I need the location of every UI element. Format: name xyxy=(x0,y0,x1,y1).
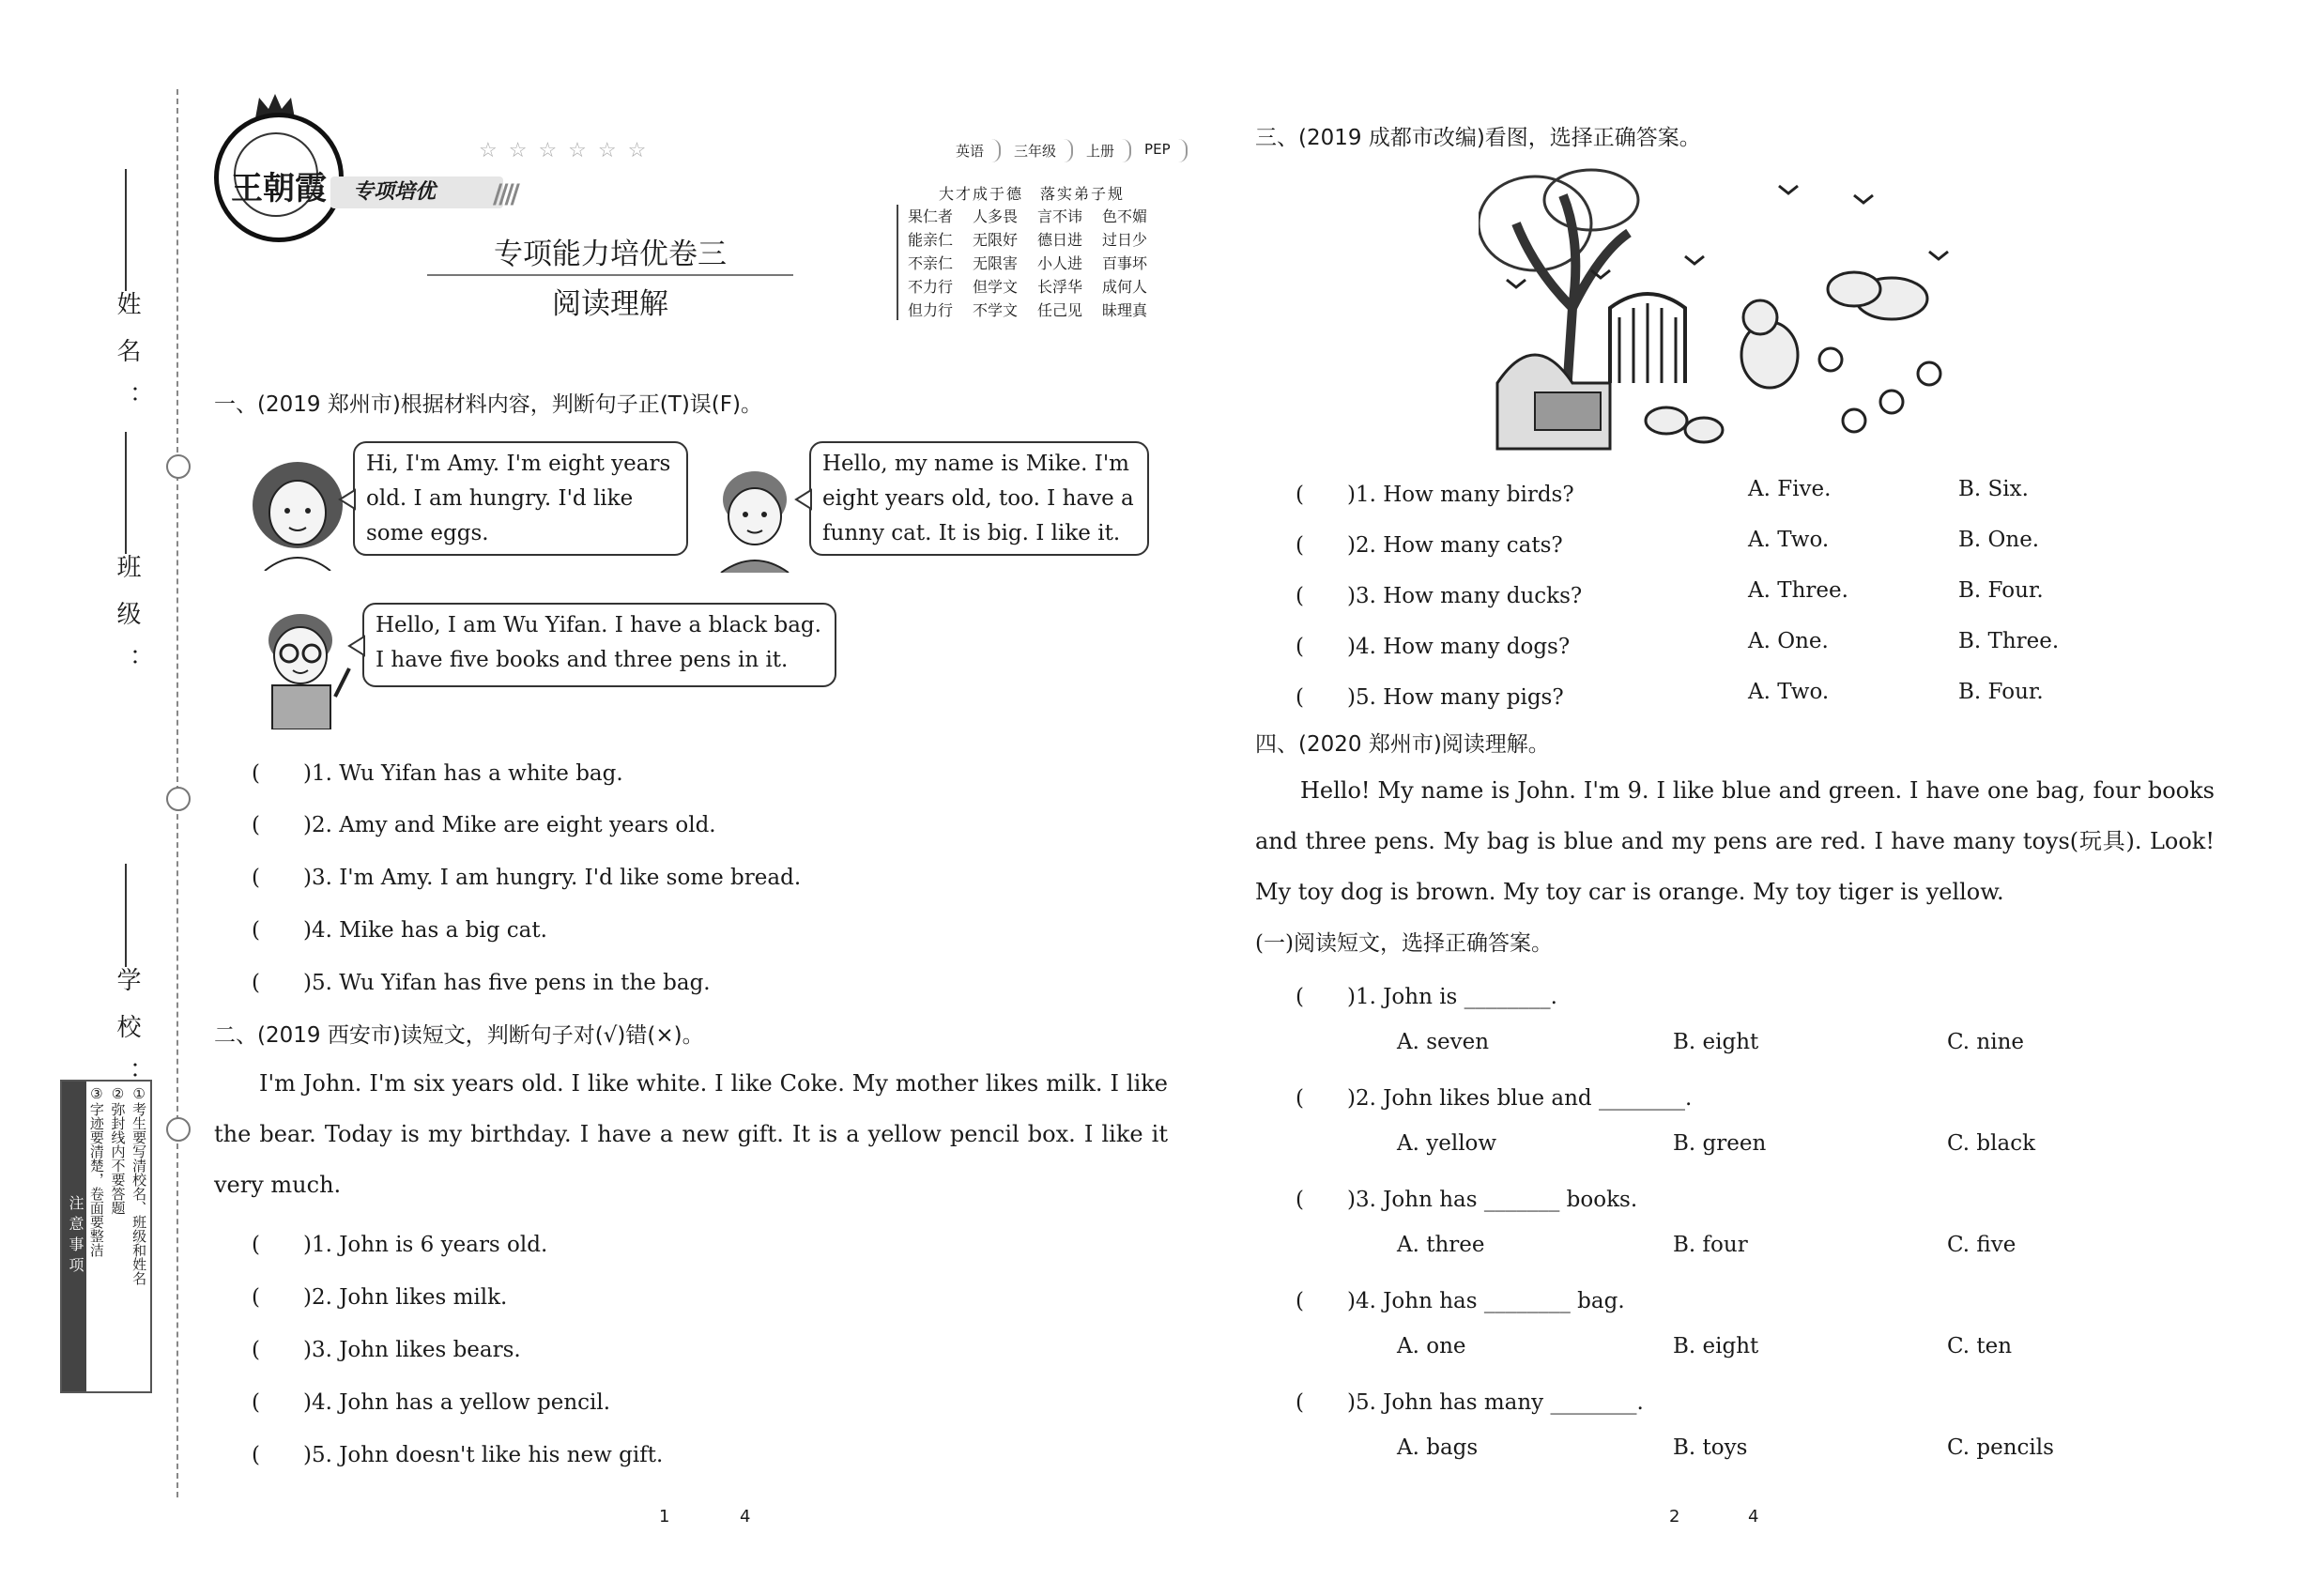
class-label: 班级： xyxy=(113,554,141,695)
maxim-cell: 果仁者 xyxy=(908,207,954,225)
option-c[interactable]: C. pencils xyxy=(1947,1435,2054,1460)
part4-question[interactable]: ( )1. John is ________. xyxy=(1296,985,1557,1009)
option-a[interactable]: A. yellow xyxy=(1397,1131,1497,1156)
option-c[interactable]: C. ten xyxy=(1947,1334,2013,1358)
part4-question[interactable]: ( )2. John likes blue and ________. xyxy=(1296,1086,1693,1111)
maxim-cell: 无限好 xyxy=(973,231,1019,249)
part1-question[interactable]: ( )5. Wu Yifan has five pens in the bag. xyxy=(252,971,711,995)
option-a[interactable]: A. Two. xyxy=(1748,528,1830,552)
maxim-grid xyxy=(897,205,1167,320)
paper-subtitle: 阅读理解 xyxy=(552,287,668,321)
option-c[interactable]: C. nine xyxy=(1947,1030,2024,1054)
subject-tags xyxy=(948,139,1188,162)
tag-grade: 三年级 xyxy=(1006,139,1073,162)
part2-question[interactable]: ( )5. John doesn't like his new gift. xyxy=(252,1443,664,1467)
banner-decoration: //// xyxy=(493,178,516,209)
farm-scene-illustration xyxy=(1479,167,1986,453)
option-b[interactable]: B. toys xyxy=(1673,1435,1748,1460)
binding-seal-mark xyxy=(166,1117,191,1142)
maxim-cell: 不学文 xyxy=(973,301,1019,319)
amy-speech-bubble: Hi, I'm Amy. I'm eight years old. I am hungry. I'd like some eggs. xyxy=(353,441,688,556)
binding-seal-mark xyxy=(166,454,191,479)
option-c[interactable]: C. black xyxy=(1947,1131,2036,1156)
notice-heading: 注意事项 xyxy=(62,1082,86,1391)
wu-yifan-speech-bubble: Hello, I am Wu Yifan. I have a black bag. I have five books and three pens in it. xyxy=(362,603,836,687)
maxim-cell: 百事坏 xyxy=(1102,254,1148,272)
part3-heading: 三、(2019 成都市改编)看图，选择正确答案。 xyxy=(1255,126,1701,150)
maxim-cell: 人多畏 xyxy=(973,207,1019,225)
maxim-cell: 任己见 xyxy=(1037,301,1083,319)
part3-question[interactable]: ( )5. How many pigs? xyxy=(1296,685,1564,710)
tag-edition: PEP xyxy=(1137,139,1188,162)
option-a[interactable]: A. Three. xyxy=(1748,578,1848,603)
left-page-number: 1 xyxy=(659,1507,670,1527)
option-a[interactable]: A. seven xyxy=(1397,1030,1490,1054)
option-b[interactable]: B. eight xyxy=(1673,1030,1759,1054)
part3-question[interactable]: ( )3. How many ducks? xyxy=(1296,584,1583,608)
maxim-cell: 不力行 xyxy=(908,278,954,296)
bubble-tail xyxy=(347,635,366,657)
section-banner: 专项培优 xyxy=(330,176,503,208)
part4-passage: Hello! My name is John. I'm 9. I like blue and green. I have one bag, four books and three pens. My bag is blue and my pens are red. I have many toys(玩具). Look! My toy dog is brown. My toy car is orange. My toy tiger is yellow. xyxy=(1255,777,2215,905)
part1-question[interactable]: ( )4. Mike has a big cat. xyxy=(252,918,547,943)
option-b[interactable]: B. Six. xyxy=(1958,477,2029,501)
maxim-cell: 长浮华 xyxy=(1037,278,1083,296)
option-b[interactable]: B. Four. xyxy=(1958,680,2044,704)
notice-item: ③字迹要清楚，卷面要整洁 xyxy=(87,1085,105,1257)
binding-seal-mark xyxy=(166,787,191,811)
wu-yifan-illustration xyxy=(246,603,359,729)
part1-heading: 一、(2019 郑州市)根据材料内容，判断句子正(T)误(F)。 xyxy=(214,392,762,417)
option-a[interactable]: A. one xyxy=(1397,1334,1466,1358)
maxim-cell: 不亲仁 xyxy=(908,254,954,272)
part3-question[interactable]: ( )4. How many dogs? xyxy=(1296,635,1571,659)
girl-illustration xyxy=(246,458,349,571)
option-a[interactable]: A. Five. xyxy=(1748,477,1832,501)
maxim-heading: 大才成于德 落实弟子规 xyxy=(939,185,1126,203)
bubble-tail xyxy=(794,488,813,511)
bubble-tail xyxy=(338,488,357,511)
maxim-cell: 但学文 xyxy=(973,278,1019,296)
part1-question[interactable]: ( )3. I'm Amy. I am hungry. I'd like some bread. xyxy=(252,866,802,890)
tag-volume: 上册 xyxy=(1079,139,1131,162)
maxim-cell: 德日进 xyxy=(1037,231,1083,249)
rating-stars: ☆☆☆☆☆☆ xyxy=(479,139,658,162)
option-b[interactable]: B. One. xyxy=(1958,528,2040,552)
right-page-total: 4 xyxy=(1748,1507,1759,1527)
option-b[interactable]: B. green xyxy=(1673,1131,1767,1156)
part3-question[interactable]: ( )2. How many cats? xyxy=(1296,533,1563,558)
name-label: 姓名： xyxy=(113,291,141,432)
part2-question[interactable]: ( )3. John likes bears. xyxy=(252,1338,521,1362)
maxim-cell: 色不媚 xyxy=(1102,207,1148,225)
left-page-total: 4 xyxy=(740,1507,751,1527)
part1-question[interactable]: ( )2. Amy and Mike are eight years old. xyxy=(252,813,716,837)
part4-heading: 四、(2020 郑州市)阅读理解。 xyxy=(1255,732,1550,757)
part2-passage: I'm John. I'm six years old. I like white. I like Coke. My mother likes milk. I like the bear. Today is my birthday. I have a new gift. It is a yellow pencil box. I like it very much. xyxy=(214,1070,1168,1198)
school-label: 学校： xyxy=(113,967,141,1108)
maxim-cell: 但力行 xyxy=(908,301,954,319)
title-divider xyxy=(427,274,793,276)
paper-title: 专项能力培优卷三 xyxy=(494,238,727,271)
option-a[interactable]: A. Two. xyxy=(1748,680,1830,704)
brand-logo xyxy=(214,113,344,242)
option-a[interactable]: A. bags xyxy=(1397,1435,1479,1460)
maxim-cell: 昧理真 xyxy=(1102,301,1148,319)
maxim-cell: 能亲仁 xyxy=(908,231,954,249)
maxim-cell: 小人进 xyxy=(1037,254,1083,272)
option-b[interactable]: B. four xyxy=(1673,1233,1748,1257)
notice-item: ①考生要写清校名、班级和姓名 xyxy=(130,1085,148,1285)
part2-question[interactable]: ( )1. John is 6 years old. xyxy=(252,1233,548,1257)
option-b[interactable]: B. Four. xyxy=(1958,578,2044,603)
part2-heading: 二、(2019 西安市)读短文，判断句子对(√)错(×)。 xyxy=(214,1023,704,1048)
part4-question[interactable]: ( )4. John has ________ bag. xyxy=(1296,1289,1625,1313)
tag-subject: 英语 xyxy=(948,139,1001,162)
part4-question[interactable]: ( )3. John has _______ books. xyxy=(1296,1188,1638,1212)
option-b[interactable]: B. Three. xyxy=(1958,629,2060,653)
maxim-cell: 言不讳 xyxy=(1037,207,1083,225)
right-page-number: 2 xyxy=(1669,1507,1680,1527)
part3-question[interactable]: ( )1. How many birds? xyxy=(1296,483,1574,507)
part4-subheading: (一)阅读短文，选择正确答案。 xyxy=(1255,931,1553,956)
maxim-cell: 过日少 xyxy=(1102,231,1148,249)
part4-question[interactable]: ( )5. John has many ________. xyxy=(1296,1390,1644,1415)
boy-illustration xyxy=(708,460,802,573)
name-blank[interactable] xyxy=(125,169,127,291)
brand-name: 王朝霞 xyxy=(231,170,327,207)
notice-item: ②弥封线内不要答题 xyxy=(109,1085,127,1215)
part2-question[interactable]: ( )4. John has a yellow pencil. xyxy=(252,1390,611,1415)
maxim-cell: 无限害 xyxy=(973,254,1019,272)
option-a[interactable]: A. One. xyxy=(1748,629,1829,653)
part2-question[interactable]: ( )2. John likes milk. xyxy=(252,1285,508,1310)
mike-speech-bubble: Hello, my name is Mike. I'm eight years old, too. I have a funny cat. It is big. I like it. xyxy=(809,441,1149,556)
part1-question[interactable]: ( )1. Wu Yifan has a white bag. xyxy=(252,761,623,786)
class-blank[interactable] xyxy=(125,432,127,554)
option-b[interactable]: B. eight xyxy=(1673,1334,1759,1358)
option-c[interactable]: C. five xyxy=(1947,1233,2016,1257)
school-blank[interactable] xyxy=(125,864,127,967)
option-a[interactable]: A. three xyxy=(1397,1233,1485,1257)
maxim-cell: 成何人 xyxy=(1102,278,1148,296)
notice-box xyxy=(60,1080,152,1393)
